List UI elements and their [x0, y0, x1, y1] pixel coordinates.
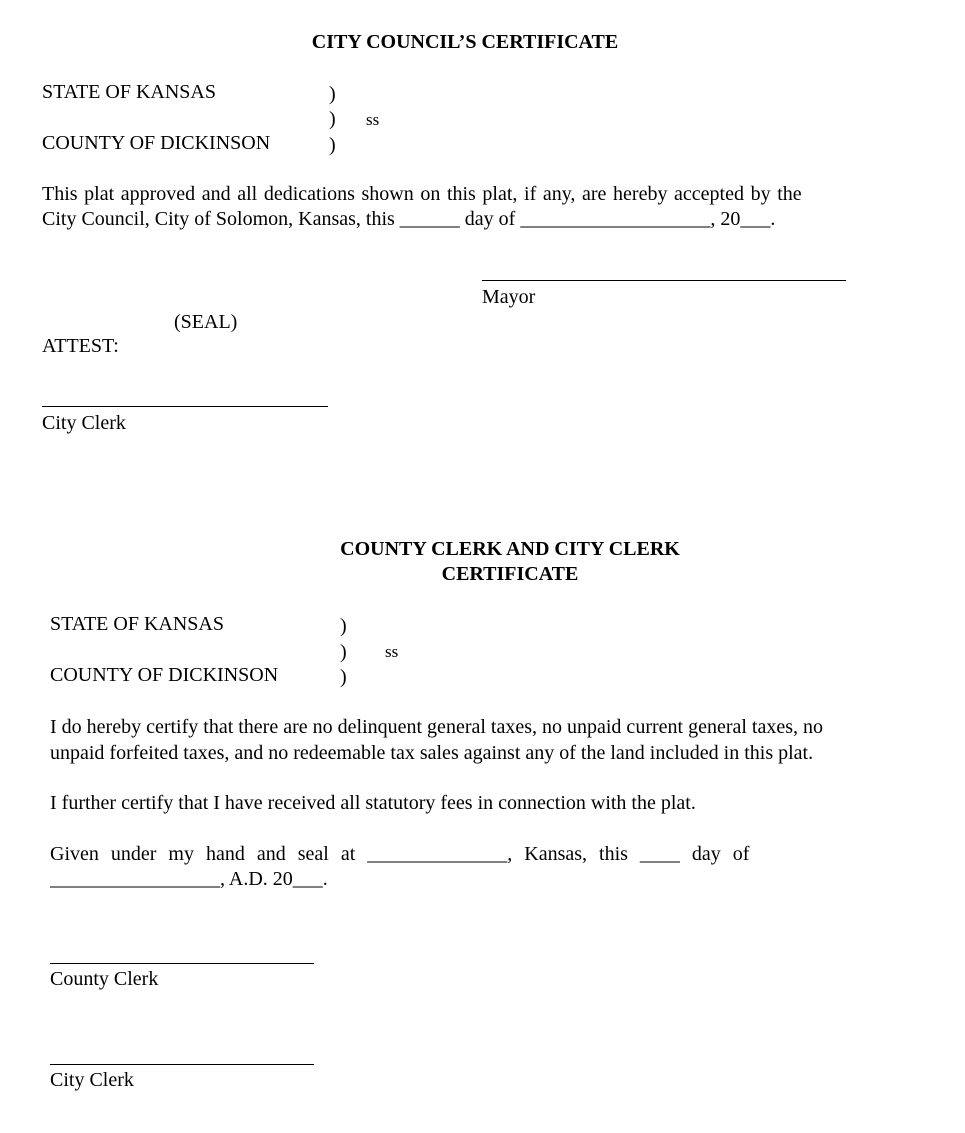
fees-text: I further certify that I have received all statutory fees in connection with the plat. [50, 792, 696, 814]
city-clerk-label: City Clerk [42, 412, 126, 434]
approval-text-line-1: This plat approved and all dedications shown on this plat, if any, are hereby accepted by the [42, 183, 802, 205]
paren-5: ) [340, 641, 347, 663]
paren-3: ) [329, 134, 336, 156]
city-clerk-signature-line [42, 406, 328, 407]
given-text-line-2: _________________, A.D. 20___. [50, 868, 328, 890]
seal-label: (SEAL) [174, 311, 238, 333]
county-clerk-signature-line [50, 963, 314, 964]
paren-1: ) [329, 83, 336, 105]
ss-label-2: ss [385, 642, 399, 661]
state-label: STATE OF KANSAS [42, 81, 216, 103]
state-label-2: STATE OF KANSAS [50, 613, 224, 635]
paren-2: ) [329, 108, 336, 130]
paren-4: ) [340, 615, 347, 637]
city-clerk-label-2: City Clerk [50, 1069, 134, 1091]
county-clerk-label: County Clerk [50, 968, 159, 990]
city-clerk-signature-line-2 [50, 1064, 314, 1065]
mayor-signature-line [482, 280, 846, 281]
county-label-2: COUNTY OF DICKINSON [50, 664, 279, 686]
county-label: COUNTY OF DICKINSON [42, 132, 271, 154]
paren-6: ) [340, 666, 347, 688]
taxes-text-line-2: unpaid forfeited taxes, and no redeemable tax sales against any of the land included in this plat. [50, 742, 814, 764]
taxes-text-line-1: I do hereby certify that there are no delinquent general taxes, no unpaid current general taxes, no [50, 716, 824, 738]
attest-label: ATTEST: [42, 335, 119, 357]
mayor-label: Mayor [482, 286, 536, 308]
county-clerk-certificate-heading-line-2: CERTIFICATE [441, 563, 579, 585]
county-clerk-certificate-heading-line-1: COUNTY CLERK AND CITY CLERK [340, 538, 680, 560]
city-council-certificate-heading: CITY COUNCIL’S CERTIFICATE [311, 31, 619, 53]
ss-label: ss [366, 110, 380, 129]
given-text-line-1: Given under my hand and seal at ______________, Kansas, this ____ day of [50, 843, 750, 865]
approval-text-line-2: City Council, City of Solomon, Kansas, this ______ day of ___________________, 20___. [42, 208, 776, 230]
